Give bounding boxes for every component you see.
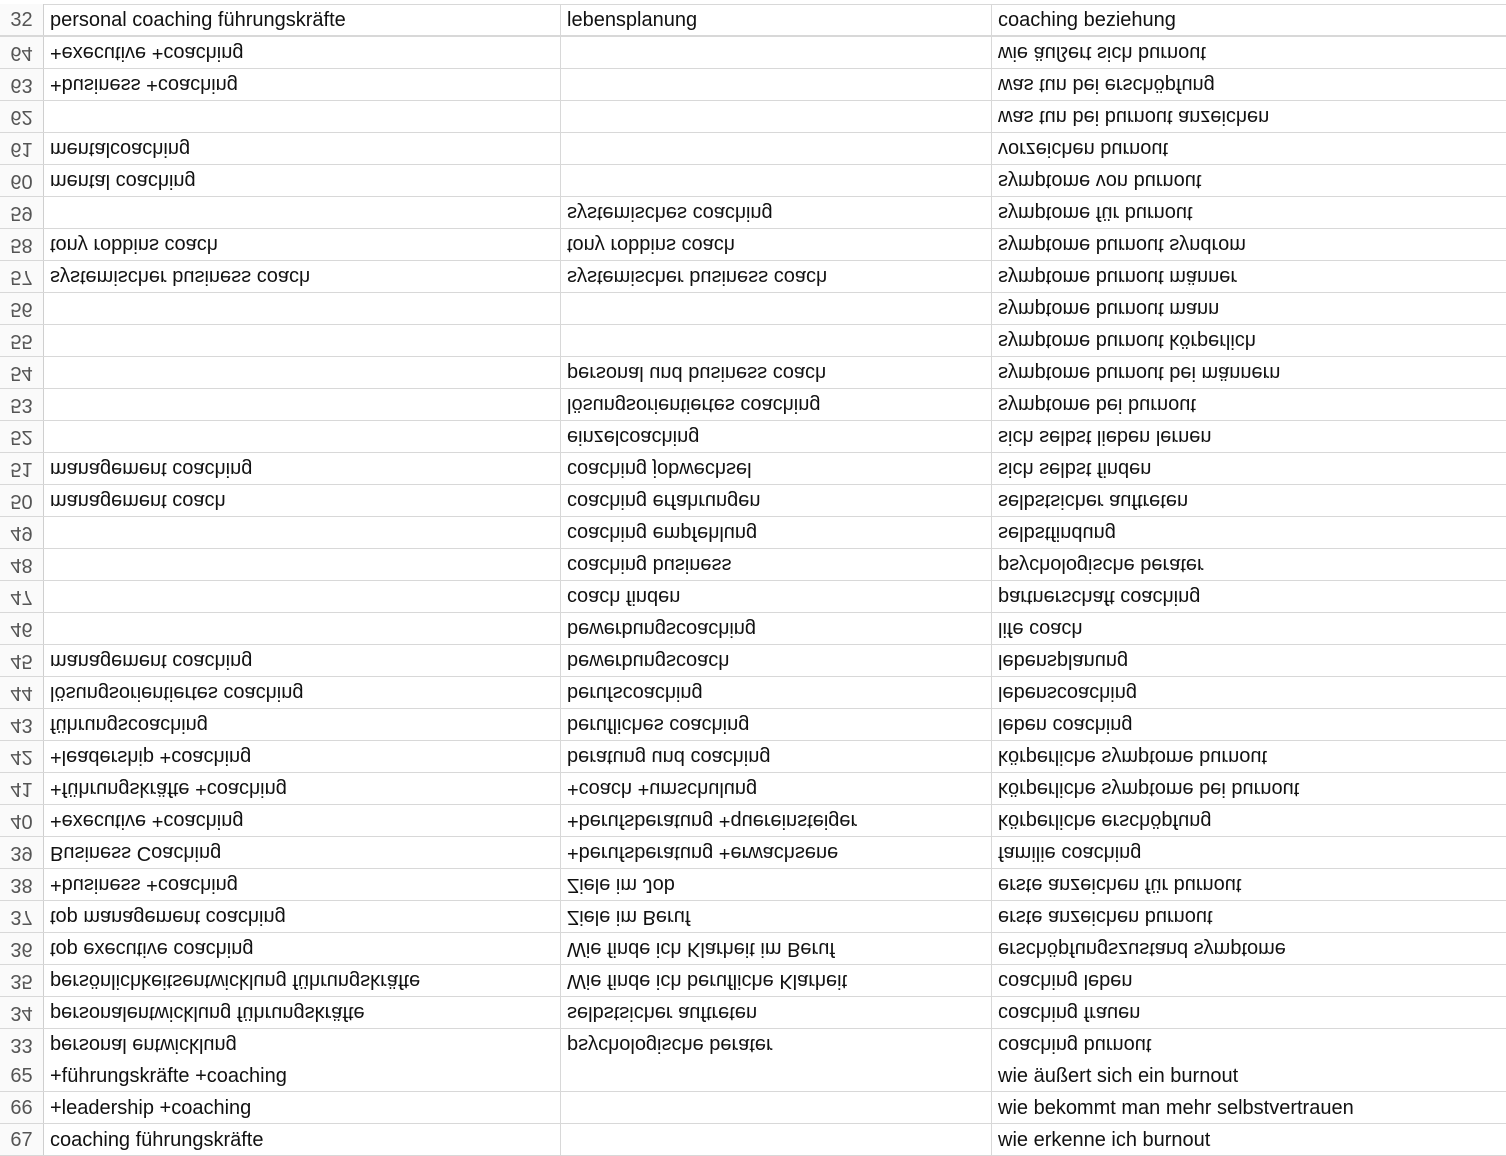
cell-a[interactable]: tony robbins coach — [44, 229, 561, 260]
table-row — [0, 868, 1506, 900]
cell-b[interactable]: coaching jobwechsel — [561, 453, 992, 484]
cell-b[interactable]: systemischer business coach — [561, 261, 992, 292]
cell-a[interactable]: personalentwicklung führungskräfte — [44, 997, 561, 1028]
cell-c[interactable]: life coach — [998, 618, 1083, 640]
row-number[interactable]: 49 — [0, 517, 44, 548]
cell-c[interactable]: lebensplanung — [998, 650, 1129, 672]
table-row — [0, 4, 1506, 36]
cell-b[interactable]: +berufsberatung +quereinsteiger — [561, 805, 992, 836]
cell-b[interactable]: systemisches coaching — [561, 197, 992, 228]
row-number[interactable]: 50 — [0, 485, 44, 516]
cell-c[interactable]: körperliche symptome burnout — [998, 746, 1268, 768]
cell-c[interactable]: was tun bei erschöpfung — [998, 74, 1215, 96]
cell-a[interactable]: systemischer business coach — [44, 261, 561, 292]
table-row — [0, 324, 1506, 356]
cell-c[interactable]: wie erkenne ich burnout — [998, 1129, 1211, 1151]
table-row — [0, 1124, 1506, 1156]
table-row — [0, 388, 1506, 420]
cell-a[interactable] — [44, 325, 561, 356]
cell-b[interactable]: psychologische berater — [561, 1029, 992, 1060]
table-row — [0, 772, 1506, 804]
row-number[interactable]: 63 — [0, 69, 44, 100]
cell-b[interactable]: berufliches coaching — [561, 709, 992, 740]
cell-a[interactable] — [44, 293, 561, 324]
cell-b[interactable] — [561, 325, 992, 356]
row-number[interactable]: 61 — [0, 133, 44, 164]
row-number[interactable]: 43 — [0, 709, 44, 740]
cell-a[interactable]: top management coaching — [44, 901, 561, 932]
cell-a[interactable]: personal entwicklung — [44, 1029, 561, 1060]
table-row — [0, 580, 1506, 612]
table-row — [0, 516, 1506, 548]
cell-c[interactable]: selbstfindung — [998, 522, 1116, 544]
cell-b[interactable]: selbstsicher auftreten — [561, 997, 992, 1028]
cell-a[interactable]: führungscoaching — [44, 709, 561, 740]
cell-c[interactable]: selbstsicher auftreten — [998, 490, 1189, 512]
row-number[interactable]: 67 — [0, 1124, 44, 1155]
row-number[interactable]: 60 — [0, 165, 44, 196]
cell-c[interactable]: symptome burnout männer — [998, 266, 1238, 288]
cell-c[interactable]: erste anzeichen burnout — [998, 906, 1213, 928]
cell-c[interactable]: symptome von burnout — [998, 170, 1202, 192]
cell-a[interactable]: mentalcoaching — [44, 133, 561, 164]
cell-a[interactable]: mental coaching — [44, 165, 561, 196]
table-row — [0, 228, 1506, 260]
table-row — [0, 1092, 1506, 1124]
table-row — [0, 484, 1506, 516]
table-row — [0, 900, 1506, 932]
table-row — [0, 36, 1506, 68]
cell-c[interactable]: was tun bei burnout anzeichen — [998, 106, 1270, 128]
row-number[interactable]: 53 — [0, 389, 44, 420]
cell-c[interactable]: symptome burnout bei männern — [998, 362, 1281, 384]
row-number[interactable]: 66 — [0, 1092, 44, 1123]
cell-a[interactable]: +leadership +coaching — [44, 741, 561, 772]
cell-b[interactable]: Wie finde ich berufliche Klarheit — [561, 965, 992, 996]
row-number[interactable]: 65 — [0, 1060, 44, 1091]
table-row — [0, 164, 1506, 196]
table-row — [0, 1028, 1506, 1060]
row-number[interactable]: 47 — [0, 581, 44, 612]
cell-b[interactable] — [561, 101, 992, 132]
table-row — [0, 836, 1506, 868]
cell-c[interactable]: lebenscoaching — [998, 682, 1137, 704]
cell-a[interactable]: coaching führungskräfte — [44, 1124, 561, 1155]
row-number[interactable]: 40 — [0, 805, 44, 836]
cell-c[interactable]: psychologische berater — [998, 554, 1204, 576]
table-row — [0, 644, 1506, 676]
cell-a[interactable]: personal coaching führungskräfte — [44, 4, 561, 35]
cell-b[interactable] — [561, 1060, 992, 1091]
cell-b[interactable] — [561, 133, 992, 164]
row-number[interactable]: 33 — [0, 1029, 44, 1060]
row-number[interactable]: 55 — [0, 325, 44, 356]
cell-c[interactable]: erste anzeichen für burnout — [998, 874, 1242, 896]
row-number[interactable]: 48 — [0, 549, 44, 580]
row-number[interactable]: 62 — [0, 101, 44, 132]
cell-a[interactable]: +executive +coaching — [44, 37, 561, 68]
cell-a[interactable]: +business +coaching — [44, 869, 561, 900]
cell-b[interactable]: bewerbungscoaching — [561, 613, 992, 644]
table-row — [0, 356, 1506, 388]
row-number[interactable]: 56 — [0, 293, 44, 324]
cell-b[interactable]: Ziele im Job — [561, 869, 992, 900]
cell-a[interactable]: +business +coaching — [44, 69, 561, 100]
row-number[interactable]: 36 — [0, 933, 44, 964]
row-number[interactable]: 41 — [0, 773, 44, 804]
cell-c[interactable]: familie coaching — [998, 842, 1142, 864]
table-row — [0, 292, 1506, 324]
cell-b[interactable]: tony robbins coach — [561, 229, 992, 260]
cell-b[interactable]: coaching business — [561, 549, 992, 580]
row-number[interactable]: 32 — [0, 4, 44, 35]
cell-c[interactable]: vorzeichen burnout — [998, 138, 1169, 160]
row-number[interactable]: 64 — [0, 37, 44, 68]
cell-b[interactable]: coaching erfahrungen — [561, 485, 992, 516]
cell-a[interactable]: +executive +coaching — [44, 805, 561, 836]
row-number[interactable]: 58 — [0, 229, 44, 260]
cell-b[interactable] — [561, 37, 992, 68]
table-row — [0, 196, 1506, 228]
cell-b[interactable] — [561, 293, 992, 324]
table-row — [0, 676, 1506, 708]
row-number[interactable]: 42 — [0, 741, 44, 772]
table-row — [0, 260, 1506, 292]
cell-c[interactable]: coaching leben — [998, 970, 1133, 992]
table-row — [0, 740, 1506, 772]
table-row — [0, 100, 1506, 132]
table-row — [0, 964, 1506, 996]
cell-b[interactable]: personal und business coach — [561, 357, 992, 388]
cell-c[interactable]: körperliche erschöpfung — [998, 810, 1212, 832]
cell-a[interactable]: management coaching — [44, 645, 561, 676]
row-number[interactable]: 37 — [0, 901, 44, 932]
cell-a[interactable]: persönlichkeitsentwicklung führungskräfte — [44, 965, 561, 996]
cell-b[interactable] — [561, 69, 992, 100]
cell-a[interactable] — [44, 581, 561, 612]
table-row — [0, 452, 1506, 484]
row-number[interactable]: 52 — [0, 421, 44, 452]
cell-b[interactable] — [561, 165, 992, 196]
cell-c[interactable]: symptome bei burnout — [998, 394, 1196, 416]
table-row — [0, 1060, 1506, 1092]
row-number[interactable]: 34 — [0, 997, 44, 1028]
table-row — [0, 804, 1506, 836]
cell-a[interactable] — [44, 389, 561, 420]
cell-c[interactable]: symptome für burnout — [998, 202, 1193, 224]
cell-b[interactable]: coaching empfehlung — [561, 517, 992, 548]
table-row — [0, 612, 1506, 644]
table-row — [0, 708, 1506, 740]
cell-c[interactable]: partnerschaft coaching — [998, 586, 1201, 608]
row-number[interactable]: 54 — [0, 357, 44, 388]
cell-b[interactable]: beratung und coaching — [561, 741, 992, 772]
table-row — [0, 420, 1506, 452]
table-row — [0, 68, 1506, 100]
row-number[interactable]: 38 — [0, 869, 44, 900]
cell-b[interactable]: Wie finde ich Klarheit im Beruf — [561, 933, 992, 964]
cell-a[interactable] — [44, 101, 561, 132]
cell-c[interactable]: wie bekommt man mehr selbstvertrauen — [998, 1097, 1354, 1119]
cell-b[interactable]: coach finden — [561, 581, 992, 612]
row-number[interactable]: 35 — [0, 965, 44, 996]
cell-c[interactable]: wie äußert sich ein burnout — [998, 1065, 1239, 1087]
cell-b[interactable] — [561, 1092, 992, 1123]
row-number[interactable]: 44 — [0, 677, 44, 708]
cell-c[interactable]: körperliche symptome bei burnout — [998, 778, 1300, 800]
cell-a[interactable]: top executive coaching — [44, 933, 561, 964]
row-number[interactable]: 57 — [0, 261, 44, 292]
cell-c[interactable]: symptome burnout mann — [998, 298, 1220, 320]
row-number[interactable]: 45 — [0, 645, 44, 676]
cell-a[interactable]: management coaching — [44, 453, 561, 484]
cell-c[interactable]: sich selbst lieben lernen — [998, 426, 1212, 448]
row-number[interactable]: 46 — [0, 613, 44, 644]
cell-c[interactable]: coaching frauen — [998, 1002, 1141, 1024]
cell-b[interactable]: bewerbungscoach — [561, 645, 992, 676]
row-number[interactable]: 51 — [0, 453, 44, 484]
cell-a[interactable] — [44, 613, 561, 644]
cell-a[interactable]: +führungskräfte +coaching — [44, 773, 561, 804]
cell-a[interactable]: +führungskräfte +coaching — [44, 1060, 561, 1091]
cell-b[interactable]: +berufsberatung +erwachsene — [561, 837, 992, 868]
cell-b[interactable]: Ziele im Beruf — [561, 901, 992, 932]
cell-b[interactable]: einzelcoaching — [561, 421, 992, 452]
cell-b[interactable]: +coach +umschulung — [561, 773, 992, 804]
cell-a[interactable] — [44, 549, 561, 580]
table-row — [0, 132, 1506, 164]
cell-c[interactable]: wie äußert sich burnout — [998, 42, 1206, 64]
row-number[interactable]: 59 — [0, 197, 44, 228]
cell-c[interactable]: coaching beziehung — [998, 9, 1176, 31]
cell-c[interactable]: symptome burnout syndrom — [998, 234, 1246, 256]
table-row — [0, 932, 1506, 964]
cell-a[interactable]: lösungsorientiertes coaching — [44, 677, 561, 708]
cell-a[interactable]: +leadership +coaching — [44, 1092, 561, 1123]
cell-a[interactable]: Business Coaching — [44, 837, 561, 868]
cell-b[interactable] — [561, 1124, 992, 1155]
cell-a[interactable]: management coach — [44, 485, 561, 516]
cell-c[interactable]: coaching burnout — [998, 1034, 1152, 1056]
table-row — [0, 548, 1506, 580]
cell-a[interactable] — [44, 517, 561, 548]
cell-b[interactable]: lebensplanung — [561, 4, 992, 35]
cell-c[interactable]: symptome burnout körperlich — [998, 330, 1256, 352]
table-row — [0, 996, 1506, 1028]
cell-b[interactable]: lösungsorientiertes coaching — [561, 389, 992, 420]
cell-c[interactable]: erschöpfungszustand symptome — [998, 938, 1286, 960]
row-number[interactable]: 39 — [0, 837, 44, 868]
cell-c[interactable]: sich selbst finden — [998, 458, 1152, 480]
cell-a[interactable] — [44, 197, 561, 228]
cell-c[interactable]: leben coaching — [998, 714, 1133, 736]
cell-a[interactable] — [44, 357, 561, 388]
cell-a[interactable] — [44, 421, 561, 452]
cell-b[interactable]: berufscoaching — [561, 677, 992, 708]
